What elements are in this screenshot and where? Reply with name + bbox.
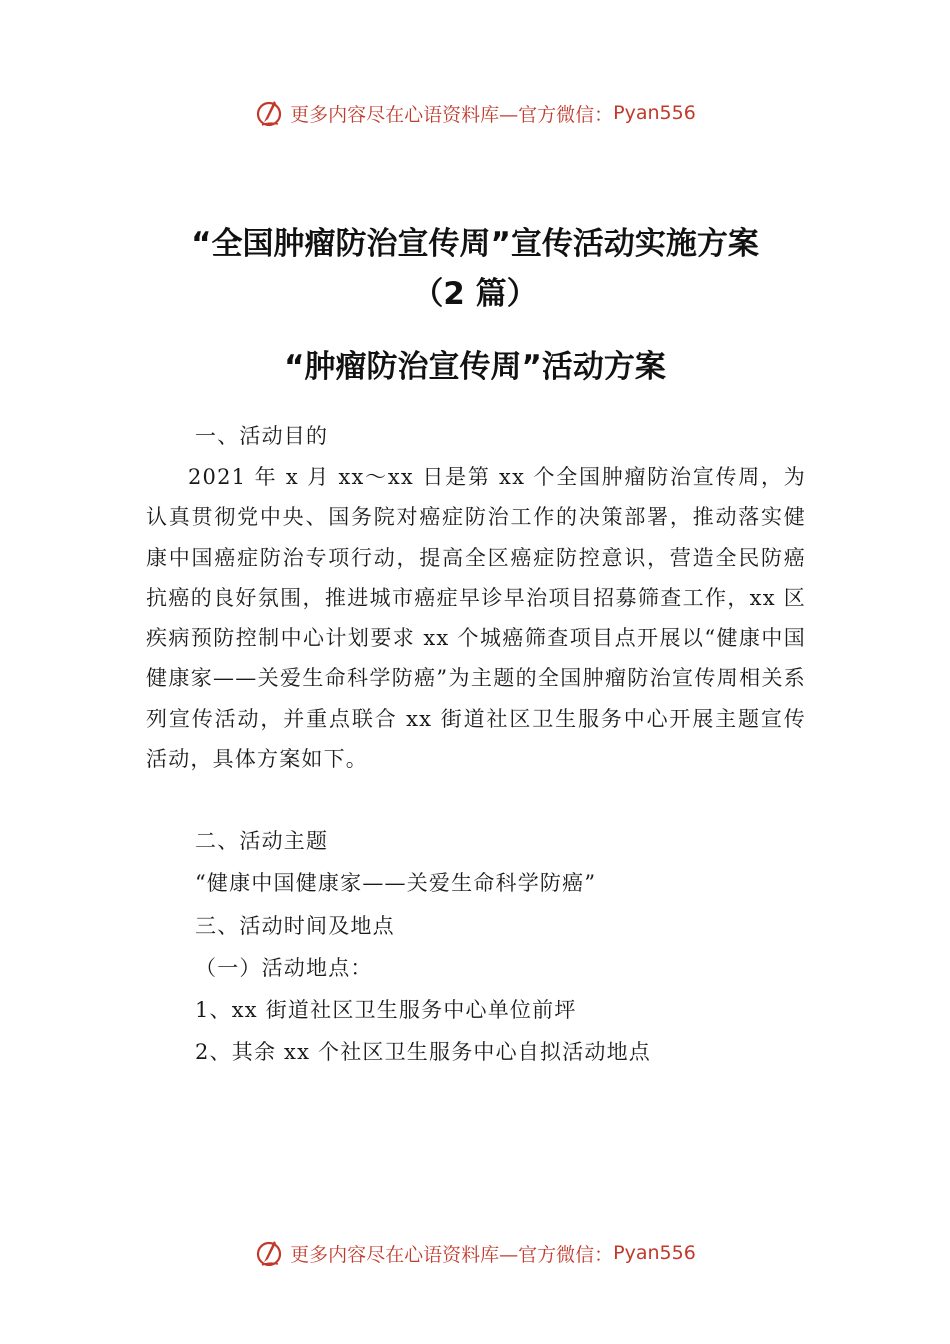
section-heading-purpose: 一、活动目的 (195, 424, 329, 448)
header-banner (0, 93, 950, 133)
list-item: 2、其余 xx 个社区卫生服务中心自拟活动地点 (195, 1040, 651, 1064)
section-heading-theme: 二、活动主题 (195, 829, 329, 853)
section-body-purpose (146, 457, 806, 779)
document-subtitle: “肿瘤防治宣传周”活动方案 (284, 349, 666, 385)
quill-pen-logo-icon (254, 98, 284, 128)
document-title: “全国肿瘤防治宣传周”宣传活动实施方案 (191, 226, 759, 262)
paragraph-text: 2021 年 x 月 xx～xx 日是第 xx 个全国肿瘤防治宣传周，为认真贯彻党中央、国务院对癌症防治工作的决策部署，推动落实健康中国癌症防治专项行动，提高全区癌症防控意识，营造全民防癌抗癌的良好氛围，推进城市癌症早诊早治项目招募筛查工作，xx 区疾病预防控制中心计划要求 xx 个城癌筛查项目点开展以“健康中国健康家——关爱生命科学防癌”为主题的全国肿瘤防治宣传周相关系列宣传活动，并重点联合 xx 街道社区卫生服务中心开展主题宣传活动，具体方案如下。 (146, 465, 806, 772)
list-item: 1、xx 街道社区卫生服务中心单位前坪 (195, 998, 577, 1022)
banner-wechat-id: Pyan556 (613, 1242, 696, 1264)
banner-wechat-id: Pyan556 (613, 102, 696, 124)
document-title-count: （2 篇） (412, 276, 538, 312)
banner-text: 更多内容尽在心语资料库—官方微信： (290, 1243, 614, 1266)
footer-banner (0, 1233, 950, 1273)
banner-text: 更多内容尽在心语资料库—官方微信： (290, 103, 614, 126)
section-body-theme: “健康中国健康家——关爱生命科学防癌” (195, 871, 597, 895)
section-heading-time-place: 三、活动时间及地点 (195, 914, 395, 938)
subsection-heading-place: （一）活动地点： (195, 956, 373, 980)
quill-pen-logo-icon (254, 1238, 284, 1268)
